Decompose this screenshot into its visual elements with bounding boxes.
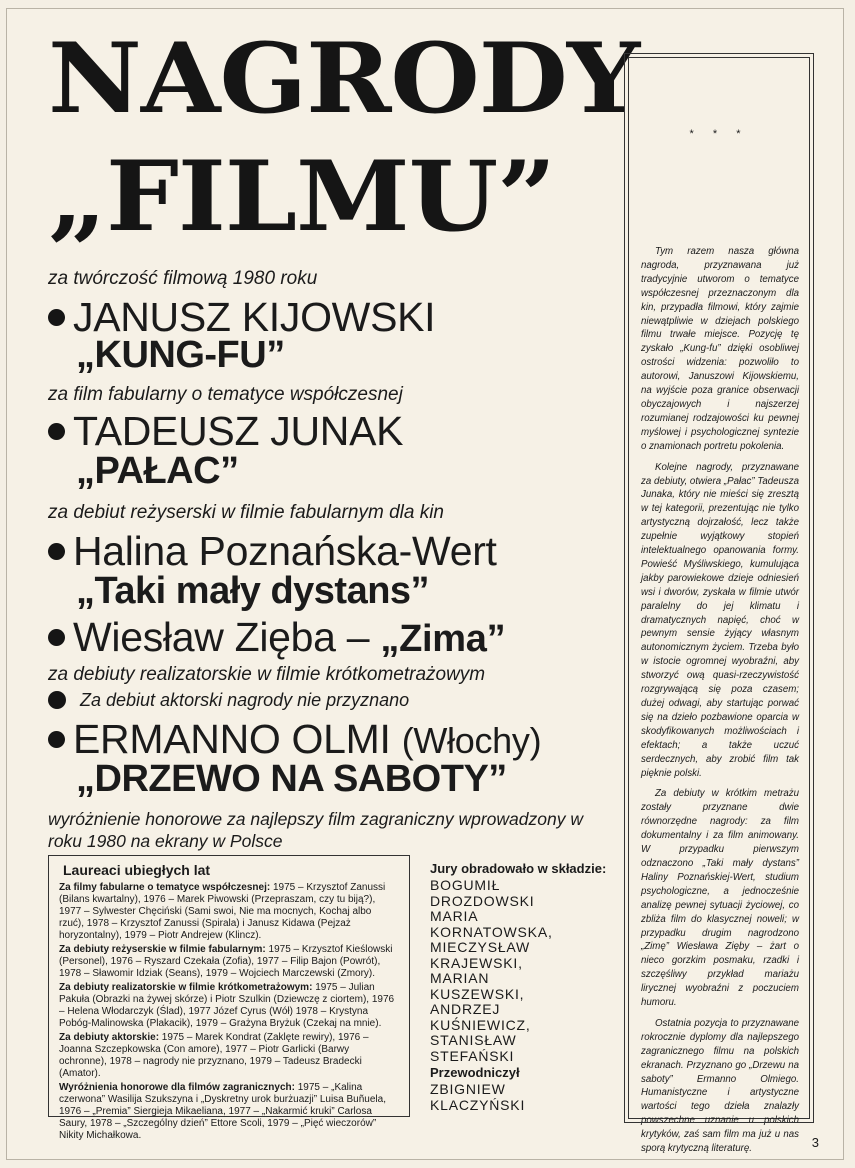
award-5-note xyxy=(48,690,409,711)
award-3-film: „Taki mały dystans” xyxy=(76,570,430,612)
jury-chair: KLACZYŃSKI xyxy=(430,1096,526,1113)
award-6-winner xyxy=(48,716,541,763)
bullet-icon xyxy=(48,543,65,560)
previous-section-3: Za debiuty realizatorskie w filmie krótkometrażowym: 1975 – Julian Pakuła (Obrazki na żywej skórze) i Piotr Szulkin (Dziewczę z ciortem), 1976 – Helena Włodarczyk (Ślad), 1977 Józef Cyrus (Wół) 1978 – Krystyna Pobóg-Malinowska (Plakacik), 1979 – Grażyna Bryżuk (Czekaj na mnie). xyxy=(59,982,395,1029)
jury-member: MIECZYSŁAW xyxy=(430,939,531,955)
award-4-category: za debiuty realizatorskie w filmie krótkometrażowym xyxy=(48,664,486,685)
winner-name: ERMANNO OLMI xyxy=(73,716,391,762)
previous-winners-box xyxy=(48,855,410,1141)
jury-member: KUSZEWSKI, xyxy=(430,985,525,1002)
winner-name: Wiesław Zięba – xyxy=(73,614,381,660)
winner-name: TADEUSZ JUNAK xyxy=(73,408,404,454)
winner-name: Halina Poznańska-Wert xyxy=(73,528,497,574)
jury-chair-label: Przewodniczył xyxy=(430,1065,520,1080)
previous-section-2: Za debiuty reżyserskie w filmie fabularnym: 1975 – Krzysztof Kieślowski (Personel), 1976 – Ryszard Czekała (Zofia), 1977 – Filip Bajon (Powrót), 1978 – Sławomir Idziak (Seans), 1979 – Wojciech Marczewski (Zmory). xyxy=(59,944,393,979)
award-6-film: „DRZEWO NA SABOTY” xyxy=(76,758,507,800)
jury-member: MARIA xyxy=(430,908,479,924)
stars-separator: * * * xyxy=(689,128,749,140)
jury-member: DROZDOWSKI xyxy=(430,892,535,909)
award-3-category: za debiut reżyserski w filmie fabularnym dla kin xyxy=(48,502,444,523)
bullet-icon xyxy=(48,731,65,748)
award-2-category: za film fabularny o tematyce współczesnej xyxy=(48,384,403,405)
jury-member: ANDRZEJ xyxy=(430,1001,501,1017)
jury-list xyxy=(430,862,620,1113)
jury-member: KUŚNIEWICZ, xyxy=(430,1016,531,1033)
bullet-icon xyxy=(48,629,65,646)
page-number: 3 xyxy=(811,1135,819,1150)
honor-description: wyróżnienie honorowe za najlepszy film zagraniczny wprowadzony w roku 1980 na ekrany w Polsce xyxy=(48,809,583,851)
award-1-category: za twórczość filmową 1980 roku xyxy=(48,268,318,289)
jury-member: BOGUMIŁ xyxy=(430,877,501,893)
winner-country: (Włochy) xyxy=(401,720,542,761)
jury-member: KORNATOWSKA, xyxy=(430,923,553,940)
commentary-paragraph-2: Kolejne nagrody, przyznawane za debiuty, otwiera „Pałac” Tadeusza Junaka, który nie mieści się zresztą w tej kategorii, prezentując nie tylko artystyczną dojrzałość, lecz także zupełnie wyjątkowy stopień intelektualnego opanowania formy. Powieść Myśliwskiego, kumulująca jakby parowiekowe dzieje odniesień wsi i dworów, zyskała w filmie utwór paralelny do jej klimatu i dramatycznych napięć, choć w pewnym sensie żyjący własnym autonomicznym życiem. Trzeba było w istocie ogromnej wyobraźni, aby stworzyć ową quasi-rzeczywistość rozgrywającą się poza czasem; dużej odwagi, aby startując porwać się na dzieło pozbawione oparcia w skodyfikowanych możliwościach i efektach; a także uczuć serdecznych, aby zrobić film tak pięknie polski. xyxy=(641,461,799,779)
jury-member: MARIAN xyxy=(430,970,490,986)
award-2-winner xyxy=(48,408,403,455)
award-4-winner xyxy=(48,614,505,661)
jury-chair: ZBIGNIEW xyxy=(430,1081,506,1097)
previous-winners-heading: Laureaci ubiegłych lat xyxy=(63,862,211,878)
award-3-winner xyxy=(48,528,497,575)
jury-heading: Jury obradowało w składzie: xyxy=(430,861,607,876)
winner-name: JANUSZ KIJOWSKI xyxy=(73,294,436,340)
no-award-text: Za debiut aktorski nagrody nie przyznano xyxy=(80,690,410,710)
commentary-paragraph-4: Ostatnia pozycja to przyznawane rokrocznie dyplomy dla najlepszego zagranicznego filmu na polskich ekranach. Przyznano go „Drzewu na saboty” Ermanno Olmiego. Humanistyczne i artystyczne wartości tego dzieła znalazły powszechne uznanie u polskich krytyków, zaś sam film ma już u nas sporą krytyczną literaturę. xyxy=(641,1017,799,1155)
bullet-icon xyxy=(48,309,65,326)
jury-member: STANISŁAW xyxy=(430,1032,517,1048)
bullet-icon xyxy=(48,691,66,709)
previous-section-5: Wyróżnienia honorowe dla filmów zagranicznych: 1975 – „Kalina czerwona” Wasilija Szukszyna i „Dyskretny urok burżuazji” Luisa Buñuela, 1976 – „Premia” Siergieja Mikaeliana, 1977 – „Nakarmić kruki” Carlosa Saury, 1978 – „Szczególny dzień” Ettore Scoli, 1979 – „Pięć wieczorów” Nikity Michałkowa. xyxy=(59,1082,386,1141)
commentary-paragraph-1: Tym razem nasza główna nagroda, przyznawana już tradycyjnie utworom o tematyce współczesnej przeznaczonym dla kin, przypadła filmowi, który zajmie niewątpliwie w dziejach polskiego filmu trwałe miejsce. Pozycję tę zyskało „Kung-fu” dzięki osobliwej ostrości widzenia: pozwoliło to autorowi, Januszowi Kijowskiemu, na wyjście poza granice obserwacji obyczajowych i najszerzej rozumianej rodzajowości ku pewnej myślowej i psychologicznej syntezie o znamionach portretu pokolenia. xyxy=(641,246,799,452)
commentary-paragraph-3: Za debiuty w krótkim metrażu zostały przyznane dwie równorzędne nagrody: za film dokumentalny i za film animowany. W przypadku pierwszym odznaczono „Taki mały dystans” Haliny Poznańskiej-Wert, studium psychologiczne, a jednocześnie analizę pewnej sytuacji życiowej, co zbliża film do klasycznej noweli; w przypadku drugim nagrodzono „Zimę” Wiesława Zięby – żart o nieco gorzkim posmaku, rzadki i szczęśliwy przykład mariażu lirycznej wyobraźni z poczuciem humoru. xyxy=(641,788,799,1009)
bullet-icon xyxy=(48,423,65,440)
award-4-film: „Zima” xyxy=(380,618,506,660)
jury-member: KRAJEWSKI, xyxy=(430,954,523,971)
jury-member: STEFAŃSKI xyxy=(430,1047,515,1064)
award-2-film: „PAŁAC” xyxy=(76,450,239,492)
previous-section-4: Za debiuty aktorskie: 1975 – Marek Kondrat (Zaklęte rewiry), 1976 – Joanna Szczepkowska (Con amore), 1977 – Piotr Garlicki (Barwy ochronne), 1978 – nagrody nie przyznano, 1979 – Tadeusz Bradecki (Amator). xyxy=(59,1032,369,1079)
headline-line-2: „FILMU” xyxy=(48,140,556,253)
previous-section-1: Za filmy fabularne o tematyce współczesnej: 1975 – Krzysztof Zanussi (Bilans kwartalny), 1976 – Marek Piwowski (Przepraszam, czy tu biją?), 1977 – Sylwester Chęciński (Sami swoi, Nie ma mocnych, Kochaj albo rzuć), 1978 – Krzysztof Zanussi (Spirala) i Janusz Kidawa (Pejzaż horyzontalny), 1979 – Piotr Andrejew (Klincz). xyxy=(59,882,386,941)
headline-line-1: NAGRODY xyxy=(48,22,640,135)
commentary-column xyxy=(628,57,810,1155)
award-1-film: „KUNG-FU” xyxy=(76,334,285,376)
